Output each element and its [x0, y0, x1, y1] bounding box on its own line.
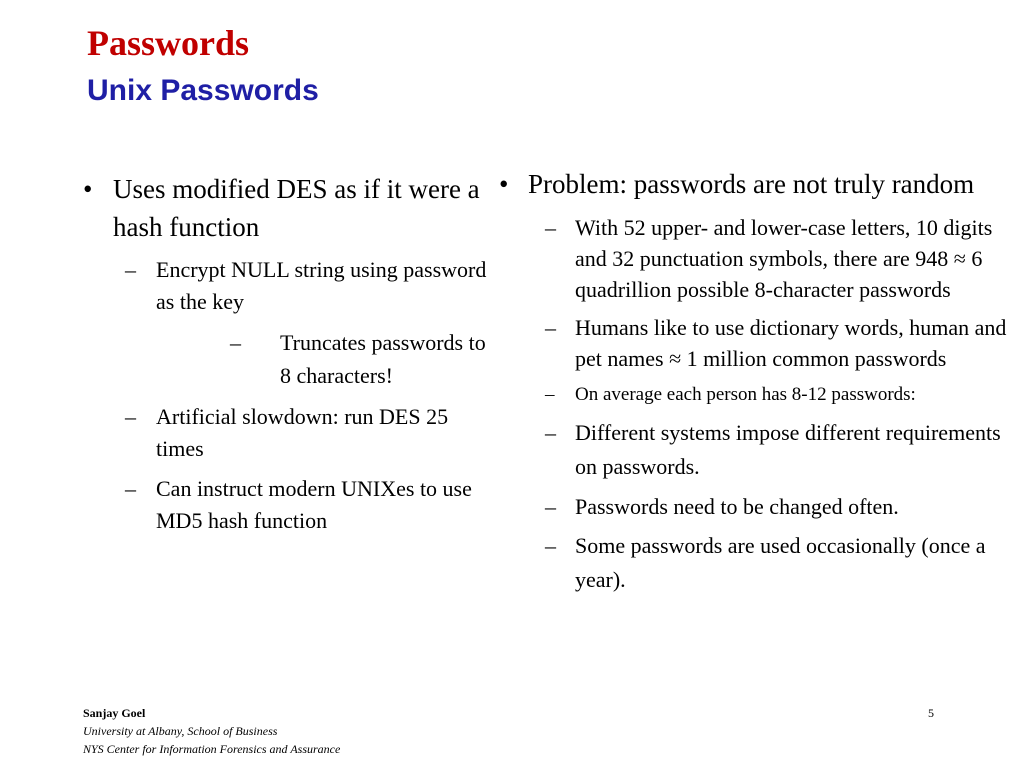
dash-marker: – [545, 384, 555, 405]
right-column [497, 167, 1017, 604]
bullet-marker: • [83, 174, 93, 204]
bullet-marker: • [499, 169, 509, 199]
right-sub-text: Different systems impose different requirements on passwords. [575, 420, 1001, 479]
right-sub-item [497, 312, 1017, 374]
dash-marker: – [545, 420, 556, 445]
right-bullet [497, 167, 1017, 202]
left-sub-text: Encrypt NULL string using password as the key [156, 257, 487, 314]
left-column [83, 170, 498, 545]
right-sub-text: With 52 upper- and lower-case letters, 10 digits and 32 punctuation symbols, there are 948 ≈ 6 quadrillion possible 8-character passwords [575, 215, 993, 302]
right-sub-item [497, 416, 1017, 484]
right-sub-item [497, 212, 1017, 305]
left-bullet-text: Uses modified DES as if it were a hash function [113, 174, 480, 242]
left-sub-item [83, 473, 498, 537]
right-sub-text: Humans like to use dictionary words, human and pet names ≈ 1 million common passwords [575, 315, 1007, 371]
dash-marker: – [545, 494, 556, 519]
dash-marker: – [545, 215, 556, 240]
right-sub-item [497, 529, 1017, 597]
right-bullet-text: Problem: passwords are not truly random [528, 169, 975, 199]
dash-marker: – [125, 476, 136, 501]
slide-subtitle: Unix Passwords [87, 74, 319, 107]
left-sub-item [83, 254, 498, 318]
right-sub-text: On average each person has 8-12 passwords: [575, 384, 916, 405]
dash-marker: – [125, 257, 136, 282]
left-sub-sub-text: Truncates passwords to 8 characters! [280, 330, 486, 388]
dash-marker: – [230, 330, 241, 355]
left-sub-text: Can instruct modern UNIXes to use MD5 hash function [156, 476, 472, 533]
slide-title: Passwords [87, 23, 250, 63]
footer-center: NYS Center for Information Forensics and Assurance [83, 742, 341, 756]
dash-marker: – [125, 404, 136, 429]
right-sub-item [497, 491, 1017, 522]
footer-affiliation: University at Albany, School of Business [83, 724, 278, 738]
right-sub-item [497, 381, 1017, 409]
left-sub-text: Artificial slowdown: run DES 25 times [156, 404, 449, 461]
right-sub-text: Some passwords are used occasionally (once a year). [575, 533, 986, 592]
dash-marker: – [545, 533, 556, 558]
page-number: 5 [928, 706, 934, 720]
right-sub-text: Passwords need to be changed often. [575, 494, 899, 519]
footer-author: Sanjay Goel [83, 706, 146, 720]
left-sub-sub-item [83, 326, 498, 392]
left-bullet [83, 170, 498, 246]
dash-marker: – [545, 315, 556, 340]
left-sub-item [83, 401, 498, 465]
